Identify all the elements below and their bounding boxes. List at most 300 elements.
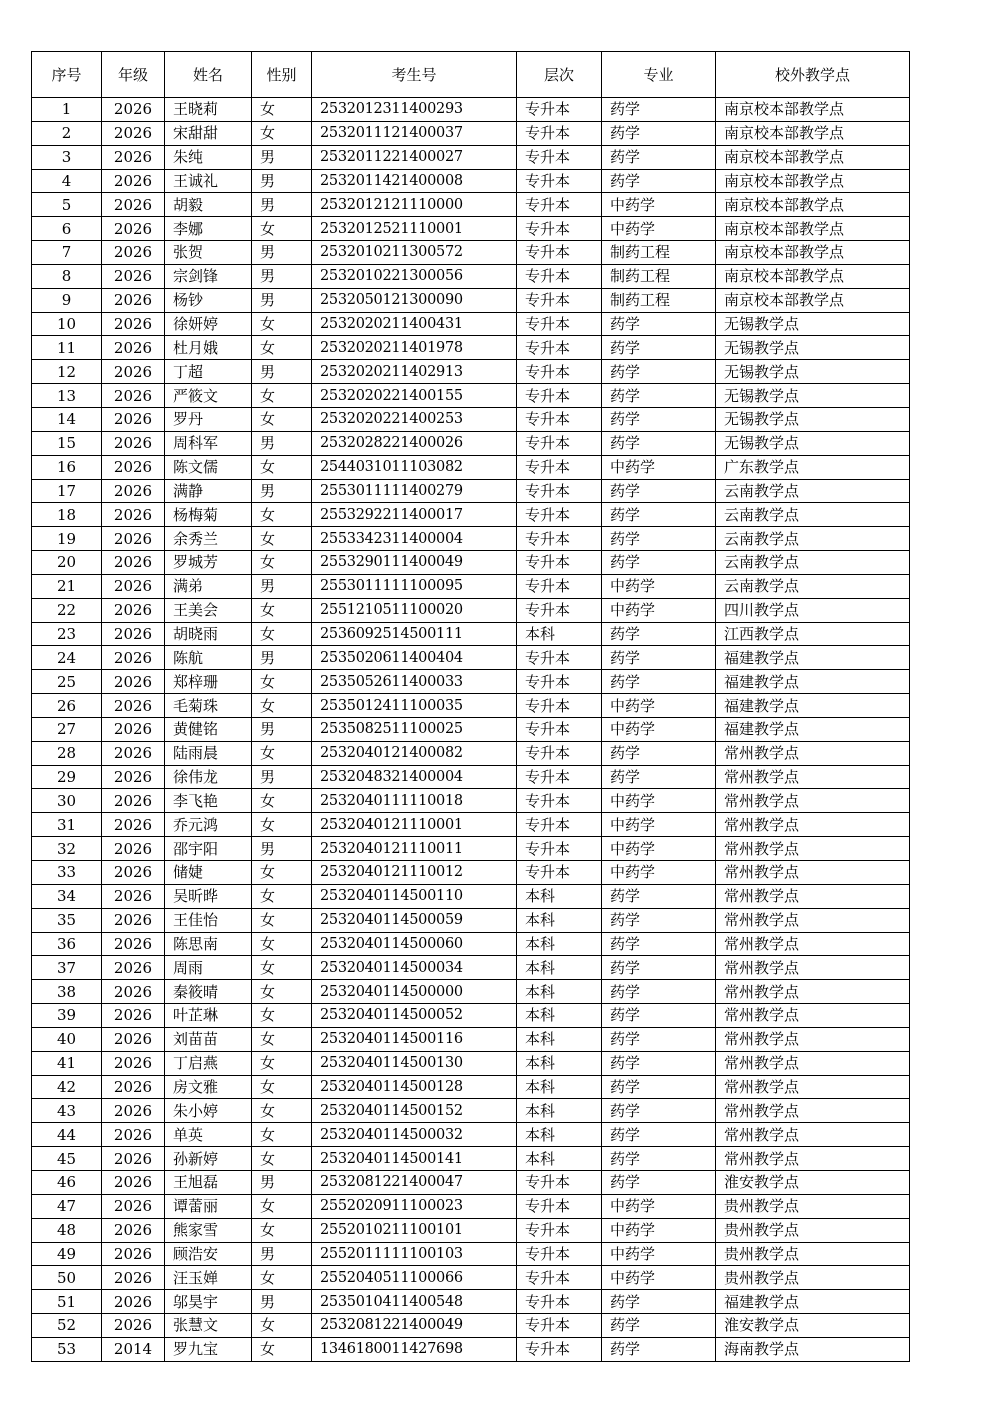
- major-cell: 药学: [602, 956, 716, 980]
- name-cell: 黄健铭: [165, 717, 252, 741]
- major-cell: 药学: [602, 1147, 716, 1171]
- level-cell: 专升本: [517, 1242, 602, 1266]
- name-cell: 叶芷琳: [165, 1004, 252, 1028]
- name-cell: 周科军: [165, 431, 252, 455]
- name-cell: 李娜: [165, 217, 252, 241]
- grade-cell: 2026: [102, 1147, 165, 1171]
- exam-id-cell: 2532040114500141: [312, 1147, 517, 1171]
- name-cell: 满静: [165, 479, 252, 503]
- name-cell: 王美会: [165, 598, 252, 622]
- name-cell: 杜月娥: [165, 336, 252, 360]
- grade-cell: 2026: [102, 861, 165, 885]
- name-cell: 宋甜甜: [165, 121, 252, 145]
- seq-cell: 5: [32, 193, 102, 217]
- seq-cell: 15: [32, 431, 102, 455]
- site-cell: 无锡教学点: [716, 384, 910, 408]
- level-cell: 本科: [517, 622, 602, 646]
- major-cell: 药学: [602, 551, 716, 575]
- gender-cell: 男: [252, 169, 312, 193]
- table-row: [32, 646, 910, 670]
- gender-cell: 男: [252, 193, 312, 217]
- seq-cell: 17: [32, 479, 102, 503]
- name-cell: 徐妍婷: [165, 312, 252, 336]
- name-cell: 王旭磊: [165, 1170, 252, 1194]
- name-cell: 严筱文: [165, 384, 252, 408]
- major-cell: 药学: [602, 407, 716, 431]
- level-cell: 本科: [517, 1075, 602, 1099]
- grade-cell: 2026: [102, 479, 165, 503]
- table-row: [32, 98, 910, 122]
- exam-id-cell: 2532010221300056: [312, 264, 517, 288]
- exam-id-cell: 2532040114500128: [312, 1075, 517, 1099]
- header-seq: 序号: [32, 52, 102, 98]
- site-cell: 贵州教学点: [716, 1242, 910, 1266]
- header-name: 姓名: [165, 52, 252, 98]
- exam-id-cell: 2535052611400033: [312, 670, 517, 694]
- table-row: [32, 455, 910, 479]
- grade-cell: 2026: [102, 1242, 165, 1266]
- site-cell: 常州教学点: [716, 932, 910, 956]
- seq-cell: 44: [32, 1123, 102, 1147]
- name-cell: 张慧文: [165, 1314, 252, 1338]
- gender-cell: 女: [252, 956, 312, 980]
- level-cell: 本科: [517, 932, 602, 956]
- level-cell: 专升本: [517, 717, 602, 741]
- level-cell: 专升本: [517, 145, 602, 169]
- seq-cell: 46: [32, 1170, 102, 1194]
- table-row: [32, 837, 910, 861]
- major-cell: 药学: [602, 1004, 716, 1028]
- level-cell: 专升本: [517, 288, 602, 312]
- level-cell: 专升本: [517, 598, 602, 622]
- grade-cell: 2026: [102, 217, 165, 241]
- name-cell: 丁超: [165, 360, 252, 384]
- grade-cell: 2026: [102, 527, 165, 551]
- level-cell: 专升本: [517, 694, 602, 718]
- table-row: [32, 908, 910, 932]
- name-cell: 朱纯: [165, 145, 252, 169]
- site-cell: 常州教学点: [716, 1027, 910, 1051]
- major-cell: 药学: [602, 145, 716, 169]
- table-row: [32, 288, 910, 312]
- exam-id-cell: 2535010411400548: [312, 1290, 517, 1314]
- name-cell: 李飞艳: [165, 789, 252, 813]
- gender-cell: 男: [252, 241, 312, 265]
- site-cell: 常州教学点: [716, 884, 910, 908]
- table-row: [32, 479, 910, 503]
- grade-cell: 2026: [102, 145, 165, 169]
- site-cell: 南京校本部教学点: [716, 288, 910, 312]
- level-cell: 专升本: [517, 407, 602, 431]
- table-row: [32, 1123, 910, 1147]
- major-cell: 药学: [602, 1170, 716, 1194]
- major-cell: 中药学: [602, 598, 716, 622]
- level-cell: 专升本: [517, 1194, 602, 1218]
- site-cell: 云南教学点: [716, 574, 910, 598]
- site-cell: 福建教学点: [716, 1290, 910, 1314]
- grade-cell: 2026: [102, 1218, 165, 1242]
- gender-cell: 女: [252, 622, 312, 646]
- seq-cell: 18: [32, 503, 102, 527]
- seq-cell: 11: [32, 336, 102, 360]
- table-row: [32, 622, 910, 646]
- gender-cell: 男: [252, 1242, 312, 1266]
- grade-cell: 2026: [102, 384, 165, 408]
- table-row: [32, 241, 910, 265]
- seq-cell: 35: [32, 908, 102, 932]
- level-cell: 本科: [517, 980, 602, 1004]
- gender-cell: 男: [252, 360, 312, 384]
- grade-cell: 2026: [102, 503, 165, 527]
- name-cell: 乔元鸿: [165, 813, 252, 837]
- level-cell: 本科: [517, 1147, 602, 1171]
- name-cell: 储婕: [165, 861, 252, 885]
- site-cell: 福建教学点: [716, 670, 910, 694]
- grade-cell: 2026: [102, 1075, 165, 1099]
- level-cell: 专升本: [517, 455, 602, 479]
- grade-cell: 2026: [102, 574, 165, 598]
- exam-id-cell: 2532020211401978: [312, 336, 517, 360]
- table-row: [32, 1314, 910, 1338]
- level-cell: 专升本: [517, 837, 602, 861]
- gender-cell: 女: [252, 1194, 312, 1218]
- exam-id-cell: 2535020611400404: [312, 646, 517, 670]
- site-cell: 常州教学点: [716, 765, 910, 789]
- grade-cell: 2026: [102, 1194, 165, 1218]
- exam-id-cell: 2532040114500110: [312, 884, 517, 908]
- grade-cell: 2026: [102, 646, 165, 670]
- grade-cell: 2026: [102, 741, 165, 765]
- table-row: [32, 861, 910, 885]
- gender-cell: 男: [252, 431, 312, 455]
- site-cell: 无锡教学点: [716, 336, 910, 360]
- table-row: [32, 789, 910, 813]
- major-cell: 中药学: [602, 455, 716, 479]
- major-cell: 中药学: [602, 837, 716, 861]
- seq-cell: 50: [32, 1266, 102, 1290]
- major-cell: 制药工程: [602, 264, 716, 288]
- gender-cell: 男: [252, 479, 312, 503]
- site-cell: 贵州教学点: [716, 1218, 910, 1242]
- site-cell: 福建教学点: [716, 646, 910, 670]
- name-cell: 熊家雪: [165, 1218, 252, 1242]
- grade-cell: 2026: [102, 193, 165, 217]
- level-cell: 专升本: [517, 264, 602, 288]
- exam-id-cell: 2532040114500152: [312, 1099, 517, 1123]
- major-cell: 药学: [602, 98, 716, 122]
- seq-cell: 26: [32, 694, 102, 718]
- major-cell: 中药学: [602, 789, 716, 813]
- name-cell: 宗剑锋: [165, 264, 252, 288]
- seq-cell: 20: [32, 551, 102, 575]
- exam-id-cell: 2553292211400017: [312, 503, 517, 527]
- major-cell: 制药工程: [602, 288, 716, 312]
- exam-id-cell: 2553011111400279: [312, 479, 517, 503]
- grade-cell: 2026: [102, 765, 165, 789]
- name-cell: 王晓莉: [165, 98, 252, 122]
- exam-id-cell: 1346180011427698: [312, 1337, 517, 1361]
- major-cell: 药学: [602, 312, 716, 336]
- site-cell: 常州教学点: [716, 741, 910, 765]
- major-cell: 药学: [602, 1337, 716, 1361]
- table-row: [32, 527, 910, 551]
- site-cell: 常州教学点: [716, 789, 910, 813]
- name-cell: 毛菊珠: [165, 694, 252, 718]
- gender-cell: 女: [252, 1147, 312, 1171]
- level-cell: 专升本: [517, 1314, 602, 1338]
- table-row: [32, 264, 910, 288]
- exam-id-cell: 2532040114500000: [312, 980, 517, 1004]
- table-row: [32, 169, 910, 193]
- grade-cell: 2026: [102, 622, 165, 646]
- level-cell: 专升本: [517, 1218, 602, 1242]
- gender-cell: 男: [252, 288, 312, 312]
- grade-cell: 2026: [102, 1004, 165, 1028]
- gender-cell: 女: [252, 551, 312, 575]
- exam-id-cell: 2532040111110018: [312, 789, 517, 813]
- name-cell: 徐伟龙: [165, 765, 252, 789]
- grade-cell: 2026: [102, 360, 165, 384]
- grade-cell: 2026: [102, 1290, 165, 1314]
- exam-id-cell: 2553011111100095: [312, 574, 517, 598]
- seq-cell: 16: [32, 455, 102, 479]
- grade-cell: 2026: [102, 837, 165, 861]
- gender-cell: 女: [252, 407, 312, 431]
- site-cell: 南京校本部教学点: [716, 145, 910, 169]
- seq-cell: 28: [32, 741, 102, 765]
- site-cell: 常州教学点: [716, 1051, 910, 1075]
- grade-cell: 2026: [102, 407, 165, 431]
- exam-id-cell: 2544031011103082: [312, 455, 517, 479]
- level-cell: 专升本: [517, 431, 602, 455]
- site-cell: 常州教学点: [716, 861, 910, 885]
- name-cell: 秦筱晴: [165, 980, 252, 1004]
- table-row: [32, 217, 910, 241]
- major-cell: 药学: [602, 384, 716, 408]
- gender-cell: 男: [252, 145, 312, 169]
- gender-cell: 女: [252, 1004, 312, 1028]
- name-cell: 谭蕾丽: [165, 1194, 252, 1218]
- grade-cell: 2014: [102, 1337, 165, 1361]
- major-cell: 药学: [602, 360, 716, 384]
- table-row: [32, 1099, 910, 1123]
- seq-cell: 29: [32, 765, 102, 789]
- major-cell: 中药学: [602, 217, 716, 241]
- site-cell: 无锡教学点: [716, 312, 910, 336]
- exam-id-cell: 2553290111400049: [312, 551, 517, 575]
- seq-cell: 8: [32, 264, 102, 288]
- seq-cell: 49: [32, 1242, 102, 1266]
- seq-cell: 37: [32, 956, 102, 980]
- gender-cell: 男: [252, 646, 312, 670]
- seq-cell: 25: [32, 670, 102, 694]
- seq-cell: 38: [32, 980, 102, 1004]
- table-row: [32, 717, 910, 741]
- level-cell: 专升本: [517, 479, 602, 503]
- major-cell: 药学: [602, 1314, 716, 1338]
- seq-cell: 47: [32, 1194, 102, 1218]
- table-row: [32, 670, 910, 694]
- site-cell: 常州教学点: [716, 1075, 910, 1099]
- gender-cell: 女: [252, 1027, 312, 1051]
- gender-cell: 女: [252, 527, 312, 551]
- name-cell: 胡晓雨: [165, 622, 252, 646]
- gender-cell: 男: [252, 765, 312, 789]
- grade-cell: 2026: [102, 312, 165, 336]
- seq-cell: 53: [32, 1337, 102, 1361]
- name-cell: 邵宇阳: [165, 837, 252, 861]
- exam-id-cell: 2532040114500052: [312, 1004, 517, 1028]
- exam-id-cell: 2532010211300572: [312, 241, 517, 265]
- table-row: [32, 813, 910, 837]
- gender-cell: 女: [252, 1266, 312, 1290]
- site-cell: 广东教学点: [716, 455, 910, 479]
- gender-cell: 女: [252, 694, 312, 718]
- site-cell: 南京校本部教学点: [716, 264, 910, 288]
- level-cell: 专升本: [517, 1170, 602, 1194]
- gender-cell: 男: [252, 717, 312, 741]
- level-cell: 专升本: [517, 121, 602, 145]
- seq-cell: 14: [32, 407, 102, 431]
- grade-cell: 2026: [102, 1123, 165, 1147]
- name-cell: 余秀兰: [165, 527, 252, 551]
- major-cell: 中药学: [602, 193, 716, 217]
- exam-id-cell: 2552020911100023: [312, 1194, 517, 1218]
- major-cell: 药学: [602, 1123, 716, 1147]
- name-cell: 王诚礼: [165, 169, 252, 193]
- major-cell: 中药学: [602, 861, 716, 885]
- exam-id-cell: 2536092514500111: [312, 622, 517, 646]
- grade-cell: 2026: [102, 241, 165, 265]
- site-cell: 常州教学点: [716, 980, 910, 1004]
- major-cell: 药学: [602, 980, 716, 1004]
- level-cell: 专升本: [517, 336, 602, 360]
- seq-cell: 42: [32, 1075, 102, 1099]
- name-cell: 朱小婷: [165, 1099, 252, 1123]
- table-row: [32, 1290, 910, 1314]
- table-row: [32, 193, 910, 217]
- grade-cell: 2026: [102, 670, 165, 694]
- grade-cell: 2026: [102, 694, 165, 718]
- seq-cell: 31: [32, 813, 102, 837]
- level-cell: 专升本: [517, 670, 602, 694]
- site-cell: 淮安教学点: [716, 1314, 910, 1338]
- major-cell: 药学: [602, 908, 716, 932]
- level-cell: 专升本: [517, 217, 602, 241]
- site-cell: 贵州教学点: [716, 1194, 910, 1218]
- site-cell: 无锡教学点: [716, 360, 910, 384]
- gender-cell: 女: [252, 312, 312, 336]
- grade-cell: 2026: [102, 455, 165, 479]
- level-cell: 专升本: [517, 789, 602, 813]
- seq-cell: 41: [32, 1051, 102, 1075]
- table-row: [32, 1337, 910, 1361]
- name-cell: 陈文儒: [165, 455, 252, 479]
- level-cell: 专升本: [517, 646, 602, 670]
- grade-cell: 2026: [102, 431, 165, 455]
- level-cell: 本科: [517, 1099, 602, 1123]
- seq-cell: 33: [32, 861, 102, 885]
- grade-cell: 2026: [102, 121, 165, 145]
- header-major: 专业: [602, 52, 716, 98]
- table-row: [32, 884, 910, 908]
- grade-cell: 2026: [102, 932, 165, 956]
- exam-id-cell: 2532040114500034: [312, 956, 517, 980]
- exam-id-cell: 2532028221400026: [312, 431, 517, 455]
- exam-id-cell: 2532012121110000: [312, 193, 517, 217]
- grade-cell: 2026: [102, 1170, 165, 1194]
- gender-cell: 女: [252, 1075, 312, 1099]
- grade-cell: 2026: [102, 264, 165, 288]
- major-cell: 药学: [602, 741, 716, 765]
- table-row: [32, 956, 910, 980]
- gender-cell: 男: [252, 264, 312, 288]
- grade-cell: 2026: [102, 336, 165, 360]
- gender-cell: 女: [252, 861, 312, 885]
- grade-cell: 2026: [102, 169, 165, 193]
- exam-id-cell: 2532040114500060: [312, 932, 517, 956]
- name-cell: 陈航: [165, 646, 252, 670]
- level-cell: 本科: [517, 908, 602, 932]
- level-cell: 专升本: [517, 241, 602, 265]
- seq-cell: 22: [32, 598, 102, 622]
- gender-cell: 女: [252, 1051, 312, 1075]
- name-cell: 孙新婷: [165, 1147, 252, 1171]
- table-row: [32, 312, 910, 336]
- name-cell: 邬昊宇: [165, 1290, 252, 1314]
- exam-id-cell: 2532040114500032: [312, 1123, 517, 1147]
- exam-id-cell: 2532040114500059: [312, 908, 517, 932]
- gender-cell: 女: [252, 384, 312, 408]
- seq-cell: 39: [32, 1004, 102, 1028]
- seq-cell: 7: [32, 241, 102, 265]
- exam-id-cell: 2532081221400047: [312, 1170, 517, 1194]
- seq-cell: 12: [32, 360, 102, 384]
- gender-cell: 女: [252, 908, 312, 932]
- gender-cell: 女: [252, 932, 312, 956]
- name-cell: 吴昕晔: [165, 884, 252, 908]
- gender-cell: 女: [252, 598, 312, 622]
- site-cell: 常州教学点: [716, 1004, 910, 1028]
- level-cell: 专升本: [517, 98, 602, 122]
- table-row: [32, 1147, 910, 1171]
- gender-cell: 女: [252, 1218, 312, 1242]
- seq-cell: 2: [32, 121, 102, 145]
- header-row: [32, 52, 910, 98]
- grade-cell: 2026: [102, 884, 165, 908]
- major-cell: 药学: [602, 431, 716, 455]
- level-cell: 专升本: [517, 1266, 602, 1290]
- site-cell: 南京校本部教学点: [716, 193, 910, 217]
- header-gender: 性别: [252, 52, 312, 98]
- table-row: [32, 1218, 910, 1242]
- table-row: [32, 551, 910, 575]
- table-row: [32, 407, 910, 431]
- level-cell: 本科: [517, 1004, 602, 1028]
- exam-id-cell: 2553342311400004: [312, 527, 517, 551]
- header-site: 校外教学点: [716, 52, 910, 98]
- gender-cell: 女: [252, 503, 312, 527]
- exam-id-cell: 2535012411100035: [312, 694, 517, 718]
- seq-cell: 23: [32, 622, 102, 646]
- name-cell: 丁启燕: [165, 1051, 252, 1075]
- level-cell: 专升本: [517, 765, 602, 789]
- level-cell: 专升本: [517, 574, 602, 598]
- table-row: [32, 1194, 910, 1218]
- grade-cell: 2026: [102, 1027, 165, 1051]
- exam-id-cell: 2535082511100025: [312, 717, 517, 741]
- major-cell: 药学: [602, 670, 716, 694]
